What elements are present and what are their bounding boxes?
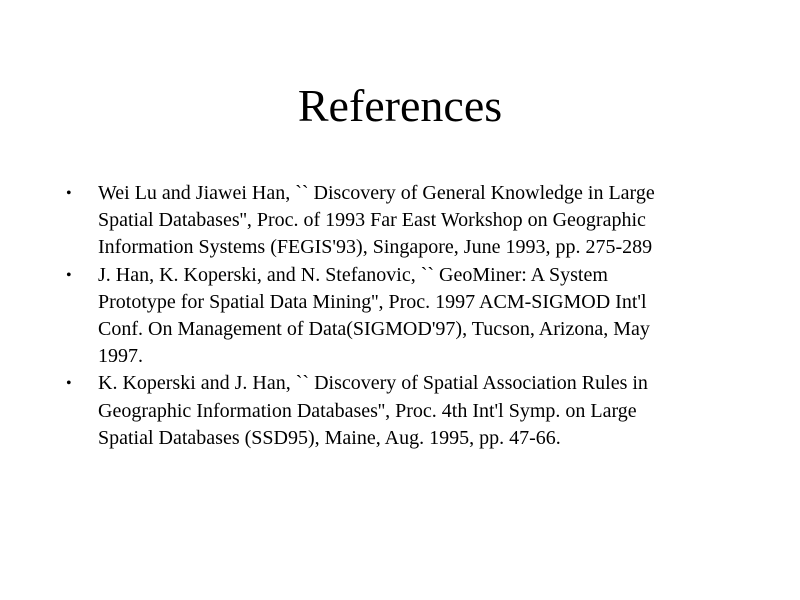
slide-title: References: [297, 80, 503, 131]
reference-item: [60, 370, 750, 452]
reference-text: J. Han, K. Koperski, and N. Stefanovic, `` GeoMiner: A System Prototype for Spatial Data Mining'', Proc. 1997 ACM-SIGMOD Int'l Conf. On Management of Data(SIGMOD'97), Tucson, Arizona, May 1997.: [98, 263, 650, 368]
reference-text: Wei Lu and Jiawei Han, `` Discovery of General Knowledge in Large Spatial Databases'', Proc. of 1993 Far East Workshop on Geographic Information Systems (FEGIS'93), Singapore, June 1993, pp. 275-289: [98, 182, 655, 259]
reference-text: K. Koperski and J. Han, `` Discovery of Spatial Association Rules in Geographic Information Databases'', Proc. 4th Int'l Symp. on Large Spatial Databases (SSD95), Maine, Aug. 1995, pp. 47-66.: [98, 372, 648, 449]
reference-list: [60, 180, 750, 452]
reference-item: [60, 180, 750, 262]
bullet-icon: •: [66, 185, 72, 202]
bullet-icon: •: [66, 375, 72, 393]
reference-item: [60, 262, 750, 371]
bullet-icon: •: [66, 266, 72, 284]
